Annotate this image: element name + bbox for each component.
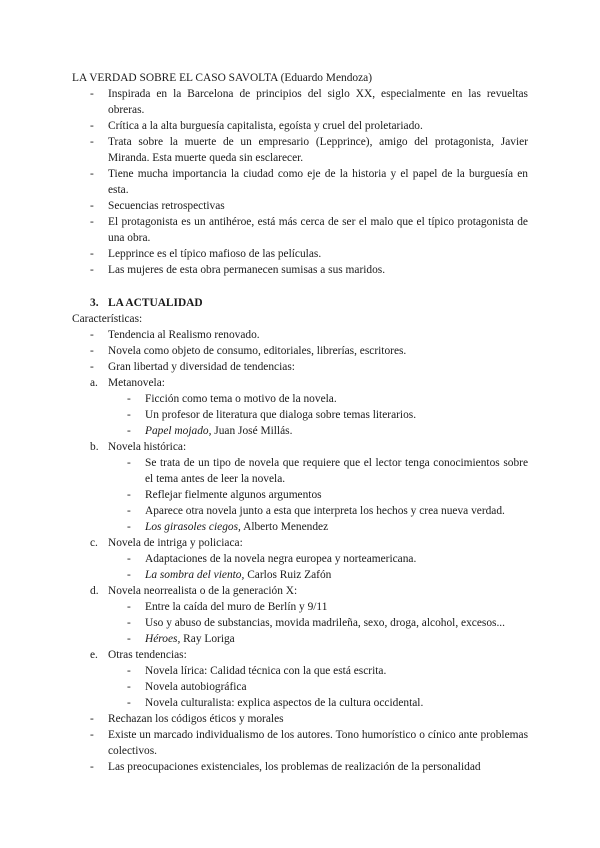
- bullet-dash: -: [127, 393, 131, 405]
- example-title: Los girasoles ciegos,: [145, 521, 241, 533]
- section-heading: LA ACTUALIDAD: [108, 297, 203, 309]
- sub-item: Aparece otra novela junto a esta que interpreta los hechos y crea nueva verdad.: [145, 505, 505, 517]
- example-item: [145, 631, 235, 647]
- closing-item: [108, 727, 528, 759]
- bullet-dash: -: [127, 457, 131, 469]
- savolta-item-text: Inspirada en la Barcelona de principios del siglo XX, especialmente en las revueltas obreras.: [108, 88, 528, 116]
- savolta-item-text: Tiene mucha importancia la ciudad como eje de la historia y el papel de la burguesía en esta.: [108, 168, 528, 196]
- subsection-letter: c.: [90, 537, 98, 549]
- sub-item: Adaptaciones de la novela negra europea y norteamericana.: [145, 553, 417, 565]
- general-item: Novela como objeto de consumo, editoriales, librerías, escritores.: [108, 345, 407, 357]
- subsection-letter: b.: [90, 441, 99, 453]
- bullet-dash: -: [90, 136, 94, 148]
- bullet-dash: -: [127, 697, 131, 709]
- bullet-dash: -: [127, 617, 131, 629]
- savolta-item: Secuencias retrospectivas: [108, 200, 225, 212]
- sub-item: Reflejar fielmente algunos argumentos: [145, 489, 322, 501]
- subsection-letter: d.: [90, 585, 99, 597]
- subsection-letter: e.: [90, 649, 98, 661]
- bullet-dash: -: [127, 681, 131, 693]
- subsection-label: Metanovela:: [108, 377, 165, 389]
- bullet-dash: -: [90, 120, 94, 132]
- bullet-dash: -: [127, 505, 131, 517]
- sub-item: Uso y abuso de substancias, movida madrileña, sexo, droga, alcohol, excesos...: [145, 617, 505, 629]
- subsection-label: Novela de intriga y policiaca:: [108, 537, 243, 549]
- bullet-dash: -: [127, 633, 131, 645]
- bullet-dash: -: [127, 521, 131, 533]
- bullet-dash: -: [90, 345, 94, 357]
- example-title: Papel mojado,: [145, 425, 212, 437]
- bullet-dash: -: [90, 248, 94, 260]
- sub-item: Entre la caída del muro de Berlín y 9/11: [145, 601, 328, 613]
- example-title: Héroes,: [145, 633, 181, 645]
- bullet-dash: -: [90, 216, 94, 228]
- bullet-dash: -: [90, 88, 94, 100]
- bullet-dash: -: [90, 264, 94, 276]
- subsection-letter: a.: [90, 377, 98, 389]
- bullet-dash: -: [127, 553, 131, 565]
- savolta-title: LA VERDAD SOBRE EL CASO SAVOLTA (Eduardo Mendoza): [72, 72, 372, 84]
- savolta-item-text: El protagonista es un antihéroe, está más cerca de ser el malo que el típico protagonista de una obra.: [108, 216, 528, 244]
- subsection-label: Otras tendencias:: [108, 649, 187, 661]
- example-item: [145, 423, 292, 439]
- sub-item: Un profesor de literatura que dialoga sobre temas literarios.: [145, 409, 417, 421]
- closing-item-text: Existe un marcado individualismo de los autores. Tono humorístico o cínico ante problemas colectivos.: [108, 729, 528, 757]
- example-item: [145, 567, 331, 583]
- example-author: Juan José Millás.: [211, 425, 293, 437]
- closing-item: Las preocupaciones existenciales, los problemas de realización de la personalidad: [108, 761, 481, 773]
- sub-item: Novela culturalista: explica aspectos de la cultura occidental.: [145, 697, 424, 709]
- bullet-dash: -: [127, 601, 131, 613]
- bullet-dash: -: [127, 489, 131, 501]
- example-author: Ray Loriga: [180, 633, 235, 645]
- sub-item: Novela lírica: Calidad técnica con la que está escrita.: [145, 665, 387, 677]
- bullet-dash: -: [90, 361, 94, 373]
- savolta-item: [108, 86, 528, 118]
- subsection-label: Novela histórica:: [108, 441, 187, 453]
- sub-item: Novela autobiográfica: [145, 681, 247, 693]
- example-title: La sombra del viento,: [145, 569, 245, 581]
- general-item: Gran libertad y diversidad de tendencias:: [108, 361, 295, 373]
- bullet-dash: -: [127, 409, 131, 421]
- savolta-item: Lepprince es el típico mafioso de las películas.: [108, 248, 322, 260]
- subsection-label: Novela neorrealista o de la generación X:: [108, 585, 298, 597]
- savolta-item: [108, 134, 528, 166]
- bullet-dash: -: [90, 713, 94, 725]
- bullet-dash: -: [90, 761, 94, 773]
- bullet-dash: -: [90, 729, 94, 741]
- example-author: Alberto Menendez: [240, 521, 329, 533]
- sub-item: [145, 455, 528, 487]
- characteristics-label: Características:: [72, 313, 143, 325]
- savolta-item: Crítica a la alta burguesía capitalista, egoísta y cruel del proletariado.: [108, 120, 423, 132]
- example-author: Carlos Ruiz Zafón: [244, 569, 332, 581]
- bullet-dash: -: [90, 200, 94, 212]
- closing-item: Rechazan los códigos éticos y morales: [108, 713, 284, 725]
- savolta-item: [108, 166, 528, 198]
- savolta-item: Las mujeres de esta obra permanecen sumisas a sus maridos.: [108, 264, 386, 276]
- sub-item: Ficción como tema o motivo de la novela.: [145, 393, 337, 405]
- bullet-dash: -: [127, 425, 131, 437]
- example-item: [145, 519, 328, 535]
- bullet-dash: -: [127, 665, 131, 677]
- section-number: 3.: [90, 297, 99, 309]
- bullet-dash: -: [90, 329, 94, 341]
- bullet-dash: -: [127, 569, 131, 581]
- general-item: Tendencia al Realismo renovado.: [108, 329, 260, 341]
- savolta-item: [108, 214, 528, 246]
- sub-item-text: Se trata de un tipo de novela que requiere que el lector tenga conocimientos sobre el tema antes de leer la novela.: [145, 457, 528, 485]
- savolta-item-text: Trata sobre la muerte de un empresario (Lepprince), amigo del protagonista, Javier Miranda. Esta muerte queda sin esclarecer.: [108, 136, 528, 164]
- bullet-dash: -: [90, 168, 94, 180]
